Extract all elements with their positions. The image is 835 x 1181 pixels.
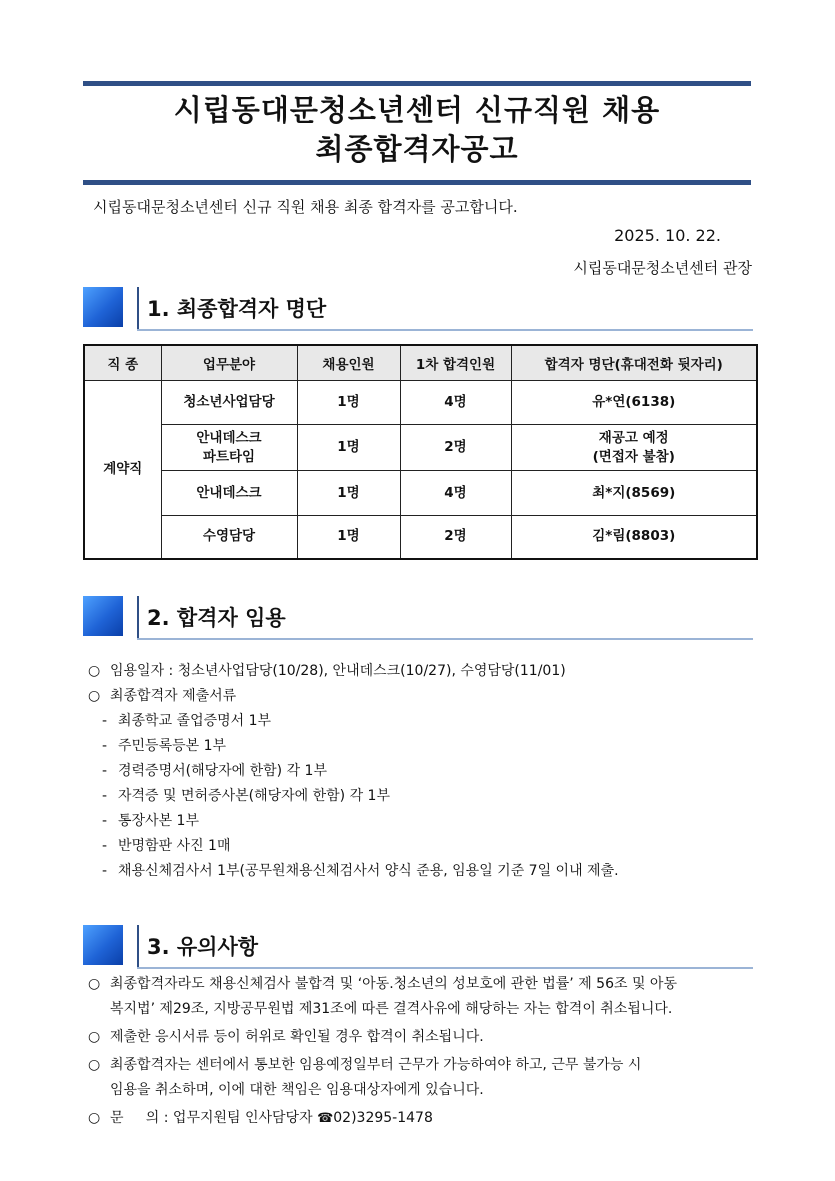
field-cell: 청소년사업담당 bbox=[161, 381, 297, 425]
first-pass-cell: 2명 bbox=[400, 516, 511, 559]
doc-item: - 채용신체검사서 1부(공무원채용신체검사서 양식 준용, 임용일 기준 7일 이내 제출. bbox=[102, 863, 619, 879]
hire-count-cell: 1명 bbox=[297, 516, 400, 559]
section2-header bbox=[83, 596, 753, 640]
field-cell: 안내데스크 파트타임 bbox=[161, 425, 297, 471]
doc-item: - 통장사본 1부 bbox=[102, 813, 199, 829]
notice-date: 2025. 10. 22. bbox=[614, 226, 721, 245]
section3-title: 3. 유의사항 bbox=[147, 935, 259, 959]
list-item: ○ 최종합격자 제출서류 bbox=[88, 688, 237, 704]
result-cell: 유*연(6138) bbox=[511, 381, 757, 425]
docs-title: 최종합격자 제출서류 bbox=[110, 688, 237, 704]
intro-text: 시립동대문청소년센터 신규 직원 채용 최종 합격자를 공고합니다. bbox=[93, 198, 518, 216]
table-row bbox=[84, 425, 757, 471]
table-header-row bbox=[84, 345, 757, 381]
note-text: 최종합격자는 센터에서 통보한 임용예정일부터 근무가 가능하여야 하고, 근무 불가능 시 bbox=[110, 1057, 642, 1073]
hire-count-cell: 1명 bbox=[297, 471, 400, 516]
result-cell: 최*지(8569) bbox=[511, 471, 757, 516]
col-header: 직 종 bbox=[84, 345, 161, 381]
page-title-line2: 최종합격자공고 bbox=[315, 132, 519, 166]
section1-header bbox=[83, 287, 753, 331]
field-cell: 안내데스크 bbox=[161, 471, 297, 516]
phone-icon: ☎ bbox=[317, 1111, 334, 1126]
note-text: 제출한 응시서류 등이 허위로 확인될 경우 합격이 취소됩니다. bbox=[110, 1029, 484, 1045]
list-item: ○ 최종합격자는 센터에서 통보한 임용예정일부터 근무가 가능하여야 하고, 근무 불가능 시 임용을 취소하며, 이에 대한 책임은 임용대상자에게 있습니다. bbox=[88, 1053, 753, 1103]
table-row bbox=[84, 381, 757, 425]
doc-item: - 자격증 및 면허증사본(해당자에 한함) 각 1부 bbox=[102, 788, 390, 804]
list-item: ○ 문 의 : 업무지원팀 인사담당자 ☎02)3295-1478 bbox=[88, 1110, 433, 1126]
table-row bbox=[84, 516, 757, 559]
first-pass-cell: 4명 bbox=[400, 471, 511, 516]
issuer: 시립동대문청소년센터 관장 bbox=[573, 259, 752, 277]
section2-title: 2. 합격자 임용 bbox=[147, 606, 286, 630]
col-header: 업무분야 bbox=[161, 345, 297, 381]
section-marker bbox=[83, 287, 123, 327]
doc-item: - 주민등록등본 1부 bbox=[102, 738, 227, 754]
list-item: ○ 임용일자 : 청소년사업담당(10/28), 안내데스크(10/27), 수영담당(11/01) bbox=[88, 663, 566, 679]
page-title-line1: 시립동대문청소년센터 신규직원 채용 bbox=[173, 93, 661, 127]
col-header: 1차 합격인원 bbox=[400, 345, 511, 381]
doc-item: - 최종학교 졸업증명서 1부 bbox=[102, 713, 272, 729]
list-item: ○ 최종합격자라도 채용신체검사 불합격 및 ‘아동.청소년의 성보호에 관한 법률’ 제 56조 및 아동 복지법’ 제29조, 지방공무원법 제31조에 따른 결격사유에 해당하는 자는 합격이 취소됩니다. bbox=[88, 972, 753, 1022]
doc-item: - 경력증명서(해당자에 한함) 각 1부 bbox=[102, 763, 327, 779]
list-item: ○ 제출한 응시서류 등이 허위로 확인될 경우 합격이 취소됩니다. bbox=[88, 1029, 484, 1045]
first-pass-cell: 4명 bbox=[400, 381, 511, 425]
col-header: 채용인원 bbox=[297, 345, 400, 381]
note-text: 최종합격자라도 채용신체검사 불합격 및 ‘아동.청소년의 성보호에 관한 법률’ 제 56조 및 아동 bbox=[110, 976, 677, 992]
notes-list bbox=[88, 972, 753, 1131]
doc-item: - 반명함판 사진 1매 bbox=[102, 838, 231, 854]
contact-label: 문 의 : 업무지원팀 인사담당자 bbox=[110, 1110, 313, 1126]
result-cell: 김*림(8803) bbox=[511, 516, 757, 559]
table-row bbox=[84, 471, 757, 516]
col-header: 합격자 명단(휴대전화 뒷자리) bbox=[511, 345, 757, 381]
section1-title: 1. 최종합격자 명단 bbox=[147, 297, 327, 321]
section-marker bbox=[83, 596, 123, 636]
result-cell: 재공고 예정 (면접자 불참) bbox=[511, 425, 757, 471]
appointment-list bbox=[88, 659, 619, 884]
bottom-rule bbox=[83, 180, 751, 185]
section-marker bbox=[83, 925, 123, 965]
finalist-table bbox=[83, 344, 758, 560]
first-pass-cell: 2명 bbox=[400, 425, 511, 471]
note-text: 복지법’ 제29조, 지방공무원법 제31조에 따른 결격사유에 해당하는 자는 합격이 취소됩니다. bbox=[110, 1001, 673, 1017]
hire-count-cell: 1명 bbox=[297, 381, 400, 425]
job-type-cell: 계약직 bbox=[84, 381, 161, 559]
section3-header bbox=[83, 925, 753, 969]
top-rule bbox=[83, 81, 751, 86]
contact-phone: 02)3295-1478 bbox=[333, 1110, 433, 1126]
hire-count-cell: 1명 bbox=[297, 425, 400, 471]
note-text: 임용을 취소하며, 이에 대한 책임은 임용대상자에게 있습니다. bbox=[110, 1082, 484, 1098]
field-cell: 수영담당 bbox=[161, 516, 297, 559]
appointment-date: 임용일자 : 청소년사업담당(10/28), 안내데스크(10/27), 수영담당(11/01) bbox=[110, 663, 566, 679]
